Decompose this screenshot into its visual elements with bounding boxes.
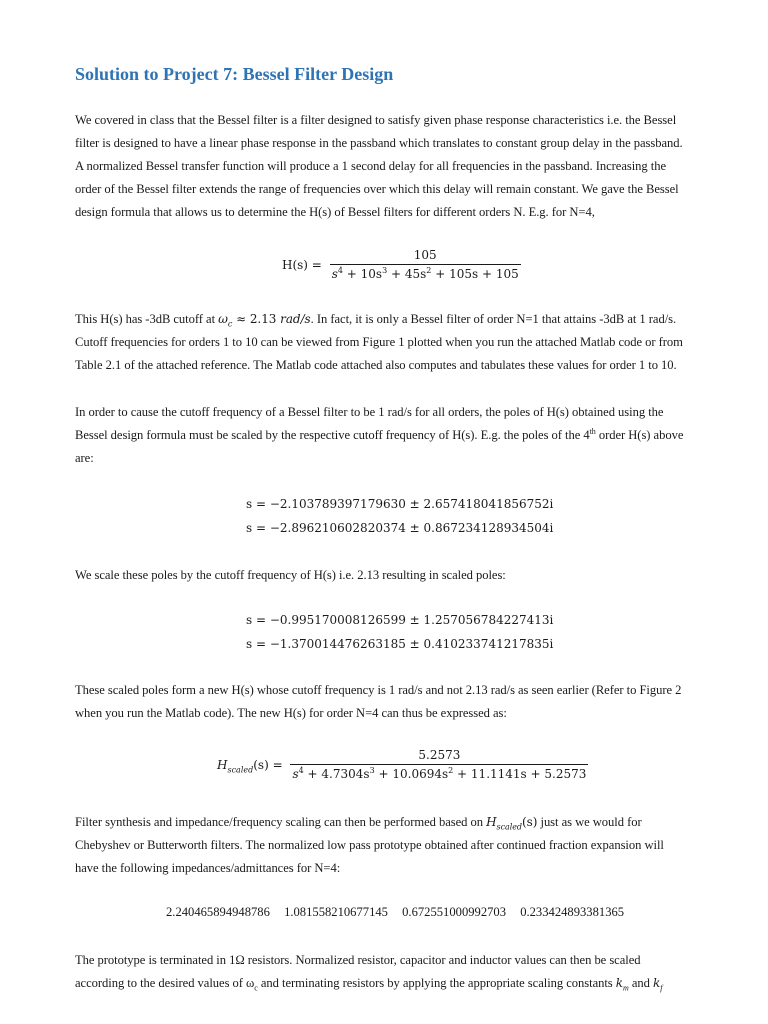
scale-poles-paragraph bbox=[75, 564, 715, 587]
pole-pair: s = −2.896210602820374 ± 0.867234128934504i bbox=[246, 521, 554, 535]
text-line: order of the Bessel filter extends the range of frequencies over which this delay will remain constant. We gave the Bessel bbox=[75, 182, 679, 196]
admittance-value: 0.233424893381365 bbox=[520, 905, 625, 919]
text-run: and bbox=[628, 976, 653, 990]
den-term: s bbox=[292, 767, 299, 781]
scaled-hs-paragraph bbox=[75, 679, 715, 725]
admittance-values bbox=[166, 905, 635, 920]
text-line: Chebyshev or Butterworth filters. The normalized low pass prototype obtained after continued fraction expansion will bbox=[75, 838, 664, 852]
den-exponent: 2 bbox=[448, 766, 454, 775]
h-symbol: H bbox=[217, 757, 228, 772]
omega-subscript: c bbox=[254, 983, 258, 993]
den-term: s bbox=[331, 267, 338, 281]
text-line bbox=[75, 424, 715, 447]
text-line: In order to cause the cutoff frequency of a Bessel filter to be 1 rad/s for all orders, the poles of H(s) obtained using the bbox=[75, 405, 664, 419]
text-line: Table 2.1 of the attached reference. The Matlab code attached also computes and tabulates these values for order 1 to 10. bbox=[75, 358, 677, 372]
text-line: The prototype is terminated in 1Ω resistors. Normalized resistor, capacitor and inductor values can then be scaled bbox=[75, 953, 641, 967]
text-run: This H(s) has -3dB cutoff at bbox=[75, 312, 219, 326]
scaling-paragraph bbox=[75, 401, 715, 470]
den-exponent: 4 bbox=[298, 766, 304, 775]
synthesis-paragraph bbox=[75, 811, 715, 880]
text-line: A normalized Bessel transfer function will produce a 1 second delay for all frequencies in the passband. Increasing the bbox=[75, 159, 666, 173]
poles-equations bbox=[246, 492, 553, 540]
h-rest: (s) bbox=[522, 815, 538, 829]
text-line bbox=[75, 972, 715, 995]
admittance-value: 1.081558210677145 bbox=[284, 905, 388, 919]
text-run: and terminating resistors by applying the appropriate scaling constants bbox=[257, 976, 616, 990]
equation-lhs bbox=[217, 758, 283, 772]
text-line: Cutoff frequencies for orders 1 to 10 can be viewed from Figure 1 plotted when you run the attached Matlab code or from bbox=[75, 335, 683, 349]
scaled-poles-equations bbox=[246, 608, 553, 656]
k-subscript: f bbox=[660, 983, 663, 993]
cutoff-paragraph bbox=[75, 308, 715, 377]
den-exponent: 2 bbox=[426, 266, 432, 275]
ordinal-superscript: th bbox=[589, 426, 596, 436]
omega-c-symbol bbox=[218, 312, 311, 329]
h-subscript: scaled bbox=[496, 822, 523, 832]
fraction-numerator: 5.2573 bbox=[418, 748, 461, 762]
text-line: These scaled poles form a new H(s) whose cutoff frequency is 1 rad/s and not 2.13 rad/s as seen earlier (Refer to Figure 2 bbox=[75, 683, 682, 697]
den-term: + 11.1141s + 5.2573 bbox=[453, 767, 587, 781]
text-line: filter is designed to have a linear phase response in the passband which translates to constant group delay in the passband. bbox=[75, 136, 683, 150]
omega-subscript: c bbox=[227, 319, 233, 329]
text-run: just as we would for bbox=[537, 815, 642, 829]
text-line: We scale these poles by the cutoff frequency of H(s) i.e. 2.13 resulting in scaled poles: bbox=[75, 568, 506, 582]
text-run: Filter synthesis and impedance/frequency scaling can then be performed based on bbox=[75, 815, 487, 829]
scaled-transfer-function-equation bbox=[217, 748, 588, 781]
k-symbol: k bbox=[652, 976, 661, 990]
text-line bbox=[75, 308, 715, 331]
text-run: Bessel design formula must be scaled by the respective cutoff frequency of H(s). E.g. the poles of the 4 bbox=[75, 428, 590, 442]
den-exponent: 3 bbox=[382, 266, 388, 275]
fraction-denominator bbox=[290, 764, 588, 781]
fraction bbox=[290, 748, 588, 781]
den-term: + 10s bbox=[342, 267, 383, 281]
text-run: . In fact, it is only a Bessel filter of order N=1 that attains -3dB at 1 rad/s. bbox=[310, 312, 677, 326]
fraction-denominator bbox=[330, 264, 521, 281]
scaled-pole-pair: s = −1.370014476263185 ± 0.410233741217835i bbox=[246, 637, 554, 651]
k-subscript: m bbox=[623, 983, 629, 993]
text-line bbox=[75, 811, 715, 834]
den-exponent: 4 bbox=[337, 266, 343, 275]
equation-lhs: H(s) = bbox=[282, 257, 322, 272]
text-line: when you run the Matlab code). The new H(s) for order N=4 can thus be expressed as: bbox=[75, 706, 507, 720]
text-line: design formula that allows us to determine the H(s) of Bessel filters for different orders N. E.g. for N=4, bbox=[75, 205, 595, 219]
text-line: have the following impedances/admittances for N=4: bbox=[75, 861, 341, 875]
text-run: order H(s) above bbox=[595, 428, 684, 442]
admittance-value: 0.672551000992703 bbox=[402, 905, 507, 919]
den-term: + 10.0694s bbox=[374, 767, 449, 781]
lhs-rest: (s) = bbox=[253, 757, 283, 772]
omega-glyph: ω bbox=[218, 312, 228, 326]
den-exponent: 3 bbox=[369, 766, 375, 775]
text-run: according to the desired values of ω bbox=[75, 976, 255, 990]
page-title: Solution to Project 7: Bessel Filter Design bbox=[75, 64, 394, 84]
pole-pair: s = −2.103789397179630 ± 2.657418041856752i bbox=[246, 497, 554, 511]
unit-text: rad/s bbox=[280, 312, 311, 326]
h-scaled-symbol bbox=[486, 815, 538, 832]
text-line: We covered in class that the Bessel filter is a filter designed to satisfy given phase response characteristics i.e. the Bessel bbox=[75, 113, 677, 127]
fraction-numerator: 105 bbox=[413, 248, 437, 262]
den-term: + 4.7304s bbox=[303, 767, 370, 781]
approx-value: ≈ 2.13 bbox=[232, 312, 281, 326]
scaled-pole-pair: s = −0.995170008126599 ± 1.257056784227413i bbox=[246, 613, 554, 627]
admittance-value: 2.240465894948786 bbox=[166, 905, 270, 919]
h-glyph: H bbox=[486, 815, 497, 829]
intro-paragraph bbox=[75, 109, 715, 224]
den-term: + 45s bbox=[387, 267, 427, 281]
den-term: + 105s + 105 bbox=[431, 267, 519, 281]
text-line: are: bbox=[75, 451, 94, 465]
termination-paragraph bbox=[75, 949, 715, 995]
bessel-transfer-function-equation bbox=[282, 248, 521, 281]
fraction bbox=[330, 248, 521, 281]
h-subscript: scaled bbox=[227, 764, 254, 774]
k-symbol: k bbox=[615, 976, 623, 990]
